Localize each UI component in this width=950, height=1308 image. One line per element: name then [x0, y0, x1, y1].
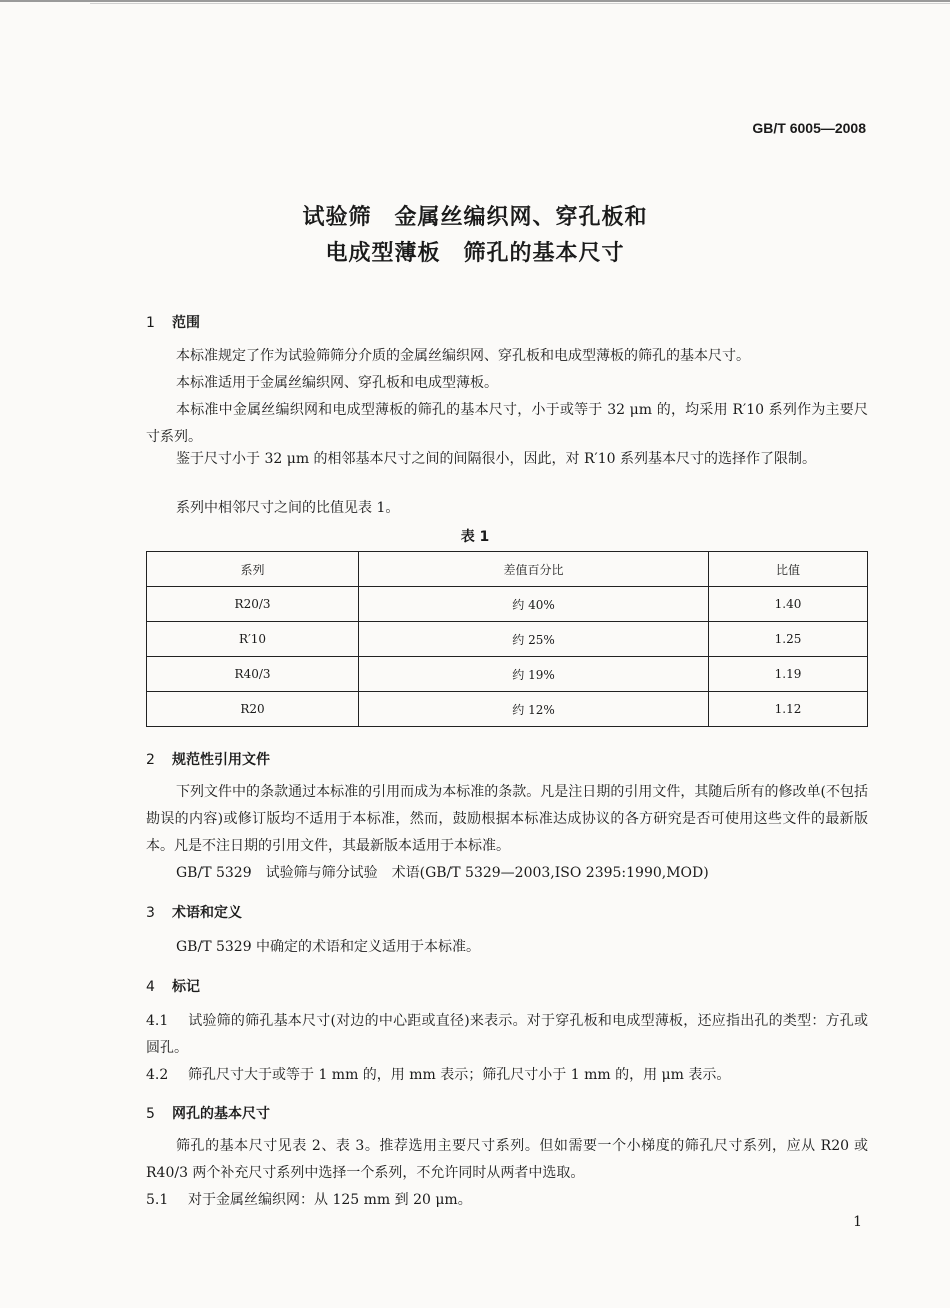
table-cell: 约 12%	[359, 692, 709, 727]
clause-5-1	[146, 1189, 472, 1209]
table-header-row	[147, 552, 868, 587]
paragraph: 本标准适用于金属丝编织网、穿孔板和电成型薄板。	[176, 375, 498, 391]
section-2-heading	[146, 749, 270, 769]
clause-number: 4.2	[146, 1067, 169, 1083]
clause-number: 5.1	[146, 1192, 169, 1208]
table-cell: R20	[147, 692, 359, 727]
table-row	[147, 692, 868, 727]
clause-4-2	[146, 1064, 730, 1084]
clause-text: 试验筛的筛孔基本尺寸(对边的中心距或直径)来表示。对于穿孔板和电成型薄板，还应指出孔的类型：方孔或圆孔。	[146, 1013, 868, 1056]
section-4-heading	[146, 976, 200, 996]
section-1-heading	[146, 312, 200, 332]
paragraph: 本标准规定了作为试验筛筛分介质的金属丝编织网、穿孔板和电成型薄板的筛孔的基本尺寸。	[176, 348, 750, 364]
section-title: 范围	[172, 315, 200, 331]
section-number: 1	[146, 315, 155, 331]
clause-number: 4.1	[146, 1013, 169, 1029]
table-row	[147, 622, 868, 657]
table-cell: 1.12	[709, 692, 868, 727]
clause-4-1	[146, 1008, 868, 1062]
header-cell: 比值	[709, 552, 868, 587]
paragraph: 鉴于尺寸小于 32 μm 的相邻基本尺寸之间的间隔很小，因此，对 R′10 系列基本尺寸的选择作了限制。	[176, 451, 816, 467]
clause-text: 对于金属丝编织网：从 125 mm 到 20 μm。	[188, 1192, 472, 1208]
table-cell: 1.25	[709, 622, 868, 657]
clause-text: 筛孔尺寸大于或等于 1 mm 的，用 mm 表示；筛孔尺寸小于 1 mm 的，用 μm 表示。	[188, 1067, 731, 1083]
section-number: 5	[146, 1106, 155, 1122]
paragraph: 下列文件中的条款通过本标准的引用而成为本标准的条款。凡是注日期的引用文件，其随后所有的修改单(不包括勘误的内容)或修订版均不适用于本标准，然而，鼓励根据本标准达成协议的各方研究是否可使用这些文件的最新版本。凡是不注日期的引用文件，其最新版本适用于本标准。	[146, 784, 868, 854]
section-number: 3	[146, 905, 155, 921]
paragraph: 本标准中金属丝编织网和电成型薄板的筛孔的基本尺寸，小于或等于 32 μm 的，均采用 R′10 系列作为主要尺寸系列。	[146, 402, 868, 445]
table-cell: R′10	[147, 622, 359, 657]
top-rule	[0, 0, 950, 2]
title-line-1: 试验筛 金属丝编织网、穿孔板和	[302, 205, 648, 230]
ratio-table	[146, 551, 868, 727]
section-title: 规范性引用文件	[172, 752, 270, 768]
section-title: 术语和定义	[172, 905, 242, 921]
section-number: 4	[146, 979, 155, 995]
paragraph: 筛孔的基本尺寸见表 2、表 3。推荐选用主要尺寸系列。但如需要一个小梯度的筛孔尺寸系列，应从 R20 或 R40/3 两个补充尺寸系列中选择一个系列，不允许同时从两者中选取。	[146, 1138, 868, 1181]
top-rule-secondary	[90, 3, 950, 4]
table-row	[147, 587, 868, 622]
table-cell: 约 19%	[359, 657, 709, 692]
table-cell: 1.19	[709, 657, 868, 692]
section-title: 网孔的基本尺寸	[172, 1106, 270, 1122]
section-5-heading	[146, 1103, 270, 1123]
paragraph: 系列中相邻尺寸之间的比值见表 1。	[176, 500, 400, 516]
section-3-heading	[146, 902, 242, 922]
table-cell: R40/3	[147, 657, 359, 692]
table-cell: 1.40	[709, 587, 868, 622]
section-number: 2	[146, 752, 155, 768]
table-cell: R20/3	[147, 587, 359, 622]
paragraph: GB/T 5329 中确定的术语和定义适用于本标准。	[176, 939, 481, 955]
header-cell: 系列	[147, 552, 359, 587]
page-number: 1	[853, 1214, 862, 1230]
table-caption: 表 1	[460, 529, 490, 545]
table-cell: 约 40%	[359, 587, 709, 622]
table-cell: 约 25%	[359, 622, 709, 657]
document-code: GB/T 6005—2008	[752, 120, 866, 136]
title-line-2: 电成型薄板 筛孔的基本尺寸	[325, 241, 625, 266]
section-title: 标记	[172, 979, 200, 995]
normative-reference: GB/T 5329 试验筛与筛分试验 术语(GB/T 5329—2003,ISO 2395:1990,MOD)	[176, 865, 709, 881]
table-row	[147, 657, 868, 692]
header-cell: 差值百分比	[359, 552, 709, 587]
